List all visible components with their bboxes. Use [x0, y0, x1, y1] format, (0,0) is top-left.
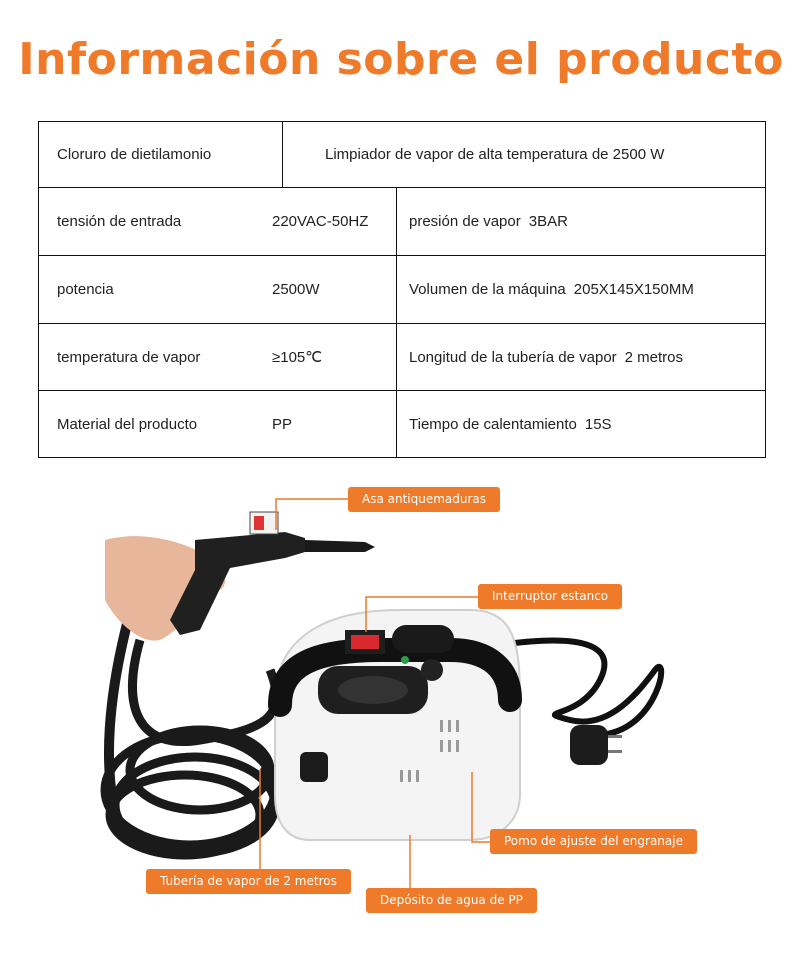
callout-tank: Depósito de agua de PP [366, 888, 537, 913]
table-cell [397, 188, 766, 256]
callout-switch: Interruptor estanco [478, 584, 622, 609]
spec-value: 2500W [272, 281, 320, 298]
table-cell [39, 122, 283, 188]
spec-value: 3BAR [528, 213, 568, 230]
spec-label: tensión de entrada [57, 213, 182, 230]
power-cord [500, 641, 661, 735]
spec-label: Volumen de la máquina [409, 281, 566, 298]
table-cell [283, 122, 766, 188]
spec-label: presión de vapor [409, 213, 521, 230]
product-name: Cloruro de dietilamonio [57, 146, 212, 163]
table-cell [397, 391, 766, 458]
table-cell [39, 188, 397, 256]
table-row [39, 391, 766, 458]
table-cell [39, 391, 397, 458]
table-cell [397, 256, 766, 324]
table-cell [39, 256, 397, 324]
spec-label: temperatura de vapor [57, 348, 201, 366]
callout-knob: Pomo de ajuste del engranaje [490, 829, 697, 854]
table-cell [39, 324, 397, 391]
table-row [39, 188, 766, 256]
spec-value: ≥105℃ [272, 349, 323, 366]
spec-label: Longitud de la tubería de vapor [409, 348, 617, 366]
product-description: Limpiador de vapor de alta temperatura de 2500 W [325, 146, 665, 163]
table-row [39, 324, 766, 391]
spec-value: 205X145X150MM [573, 281, 694, 298]
table-row [39, 122, 766, 188]
callout-handle: Asa antiquemaduras [348, 487, 500, 512]
spec-label: potencia [57, 281, 114, 298]
table-row [39, 256, 766, 324]
table-cell [397, 324, 766, 391]
spec-value: 2 metros [624, 348, 684, 366]
spec-value: 15S [584, 415, 612, 433]
callout-hose: Tubería de vapor de 2 metros [146, 869, 351, 894]
spec-label: Material del producto [57, 415, 198, 433]
spec-label: Tiempo de calentamiento [409, 415, 577, 433]
spec-value: PP [272, 415, 293, 433]
spec-value: 220VAC-50HZ [272, 213, 369, 230]
steamer-body [275, 610, 520, 840]
spec-table [38, 121, 766, 458]
page-title: Información sobre el producto [18, 34, 784, 85]
